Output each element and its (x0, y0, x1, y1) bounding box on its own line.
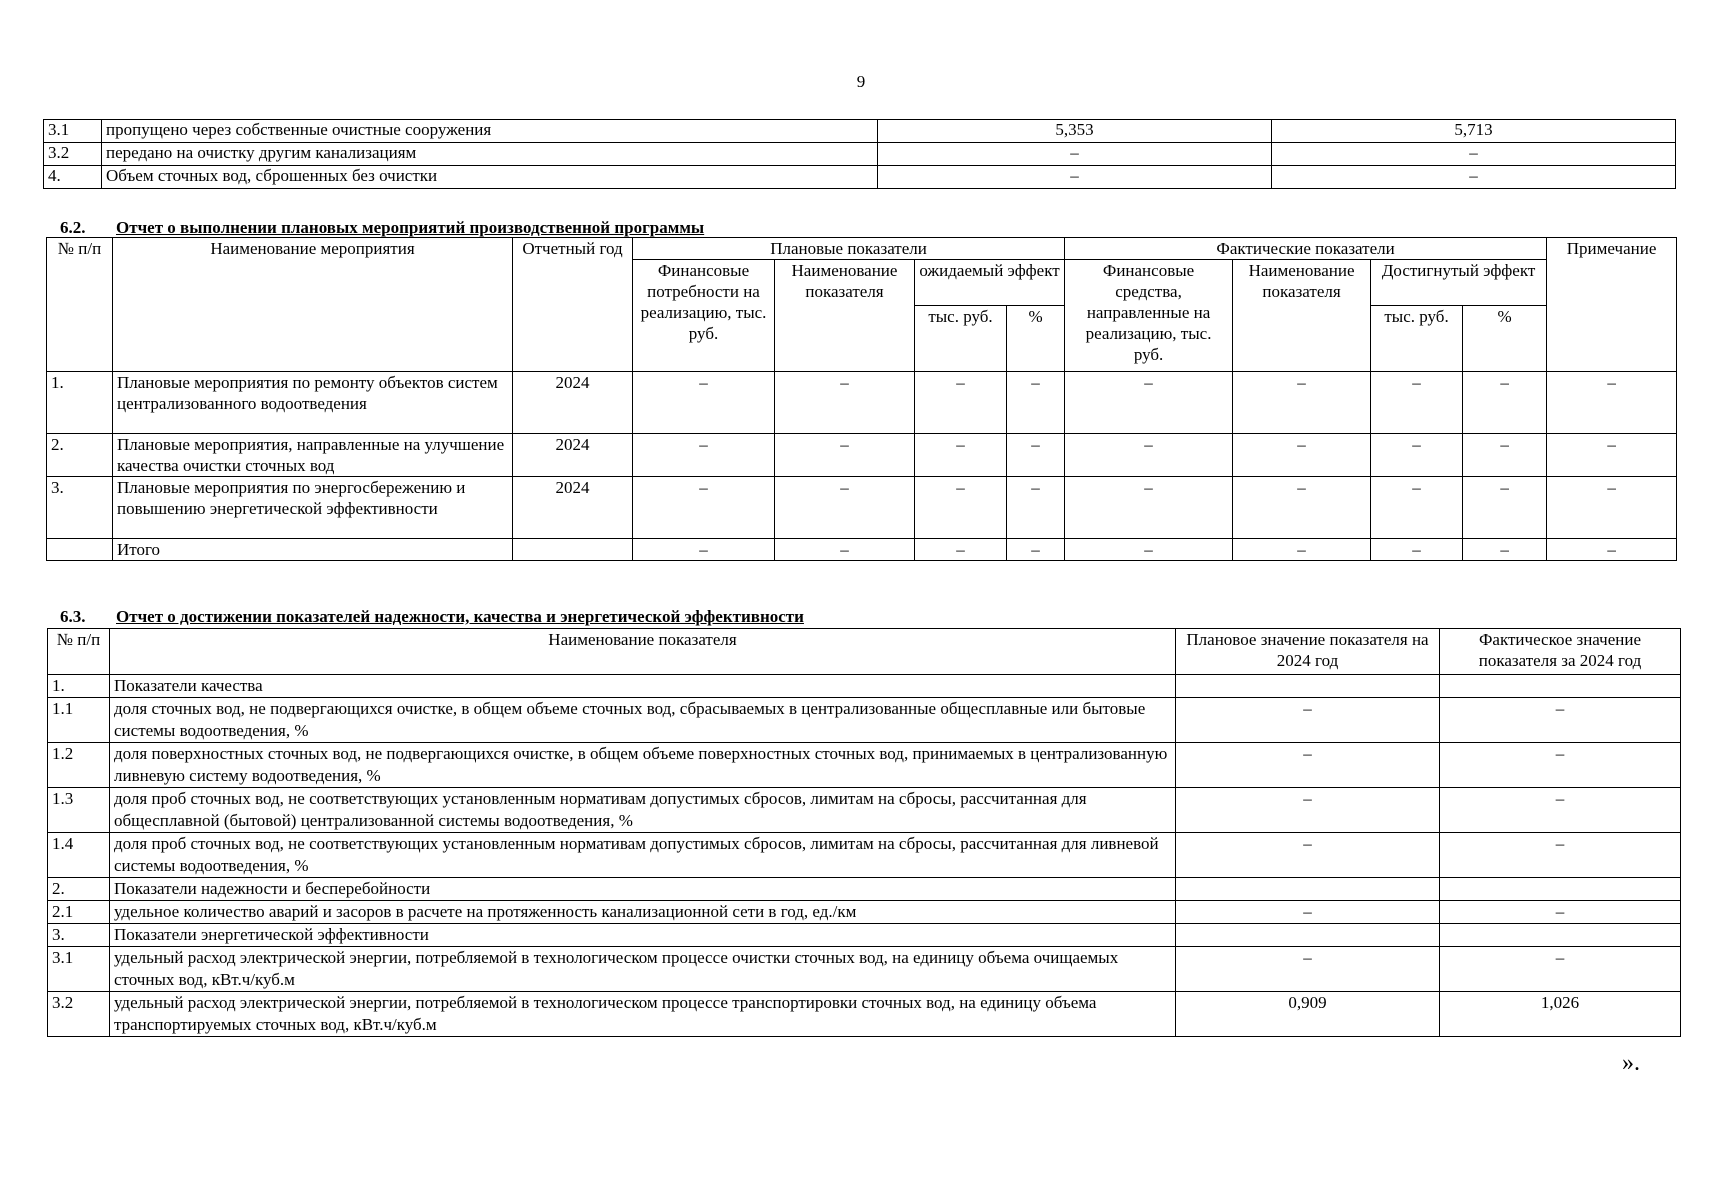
row-number: 1. (48, 675, 110, 698)
row-number: 1.1 (48, 698, 110, 743)
value-cell: – (1065, 539, 1233, 561)
header-fact-pct: % (1463, 306, 1547, 372)
measure-name: Плановые мероприятия по энергосбережению и повышению энергетической эффективности (113, 477, 513, 539)
row-number: 3.2 (48, 992, 110, 1037)
section-62-number: 6.2. (60, 218, 86, 237)
value-cell: – (633, 372, 775, 434)
fact-value: – (1440, 947, 1681, 992)
planned-measures-table (46, 237, 1677, 561)
header-plan-indicator-name: Наименование показателя (775, 260, 915, 372)
header-num: № п/п (47, 238, 113, 372)
plan-value (1176, 924, 1440, 947)
row-value-2024: – (1272, 143, 1676, 166)
table-row (48, 947, 1681, 992)
table-row (48, 924, 1681, 947)
fact-value (1440, 878, 1681, 901)
indicators-rows (48, 675, 1681, 1037)
row-number: 2. (48, 878, 110, 901)
plan-value: – (1176, 698, 1440, 743)
header-fact-indicator-name: Наименование показателя (1233, 260, 1371, 372)
row-number: 2.1 (48, 901, 110, 924)
table-row (48, 833, 1681, 878)
table-row (44, 120, 1676, 143)
plan-value: – (1176, 743, 1440, 788)
wastewater-volume-rows (44, 120, 1676, 189)
value-cell: – (775, 434, 915, 477)
measure-name: Плановые мероприятия, направленные на улучшение качества очистки сточных вод (113, 434, 513, 477)
value-cell: – (1463, 434, 1547, 477)
row-number: 3.1 (44, 120, 102, 143)
header-report-year: Отчетный год (513, 238, 633, 372)
plan-value (1176, 675, 1440, 698)
value-cell: – (1463, 539, 1547, 561)
value-cell: – (1233, 477, 1371, 539)
planned-measures-rows (47, 372, 1677, 561)
value-cell: – (1233, 539, 1371, 561)
fact-value (1440, 675, 1681, 698)
table-row (48, 901, 1681, 924)
fact-value: – (1440, 743, 1681, 788)
table-row (48, 743, 1681, 788)
header-num: № п/п (48, 629, 110, 675)
plan-value (1176, 878, 1440, 901)
row-number: 3. (47, 477, 113, 539)
value-cell: – (1065, 434, 1233, 477)
indicator-name: удельный расход электрической энергии, потребляемой в технологическом процессе транспортировки сточных вод, на единицу объема транспортируемых сточных вод, кВт.ч/куб.м (110, 992, 1176, 1037)
value-cell: – (915, 372, 1007, 434)
indicator-name: удельное количество аварий и засоров в расчете на протяженность канализационной сети в год, ед./км (110, 901, 1176, 924)
row-name: передано на очистку другим канализациям (102, 143, 878, 166)
header-plan-pct: % (1007, 306, 1065, 372)
value-cell: – (1547, 477, 1677, 539)
value-cell: – (1547, 372, 1677, 434)
table-row (48, 878, 1681, 901)
indicator-name: доля проб сточных вод, не соответствующих установленным нормативам допустимых сбросов, лимитам на сбросы, рассчитанная для общесплавной (бытовой) централизованной системы водоотведения, % (110, 788, 1176, 833)
value-cell: – (1547, 539, 1677, 561)
value-cell: – (915, 477, 1007, 539)
indicator-name: удельный расход электрической энергии, потребляемой в технологическом процессе очистки сточных вод, на единицу объема очищаемых сточных вод, кВт.ч/куб.м (110, 947, 1176, 992)
header-indicator-name: Наименование показателя (110, 629, 1176, 675)
header-plan-rub: тыс. руб. (915, 306, 1007, 372)
row-number: 1. (47, 372, 113, 434)
table-row (48, 992, 1681, 1037)
indicators-table (47, 628, 1681, 1037)
indicator-name: доля сточных вод, не подвергающихся очистке, в общем объеме сточных вод, сбрасываемых в централизованные общесплавные или бытовые системы водоотведения, % (110, 698, 1176, 743)
fact-value: 1,026 (1440, 992, 1681, 1037)
value-cell: – (633, 434, 775, 477)
plan-value: – (1176, 833, 1440, 878)
header-planned-indicators: Плановые показатели (633, 238, 1065, 260)
row-number: 1.2 (48, 743, 110, 788)
row-value-2024: 5,713 (1272, 120, 1676, 143)
header-measure-name: Наименование мероприятия (113, 238, 513, 372)
section-62-title: Отчет о выполнении плановых мероприятий производственной программы (116, 218, 705, 237)
row-number: 3. (48, 924, 110, 947)
row-name: пропущено через собственные очистные сооружения (102, 120, 878, 143)
report-year: 2024 (513, 477, 633, 539)
plan-value: 0,909 (1176, 992, 1440, 1037)
table-row (48, 698, 1681, 743)
indicator-name: доля поверхностных сточных вод, не подвергающихся очистке, в общем объеме поверхностных сточных вод, принимаемых в централизованную ливневую систему водоотведения, % (110, 743, 1176, 788)
value-cell: – (633, 539, 775, 561)
value-cell: – (1065, 477, 1233, 539)
value-cell: – (915, 434, 1007, 477)
section-63-heading (60, 607, 804, 627)
indicator-name: Показатели надежности и бесперебойности (110, 878, 1176, 901)
fact-value: – (1440, 698, 1681, 743)
value-cell: – (1007, 434, 1065, 477)
report-year: 2024 (513, 434, 633, 477)
row-number: 3.2 (44, 143, 102, 166)
header-expected-effect: ожидаемый эффект (915, 260, 1065, 306)
value-cell: – (1463, 372, 1547, 434)
header-fact-rub: тыс. руб. (1371, 306, 1463, 372)
value-cell: – (1371, 539, 1463, 561)
row-number: 1.4 (48, 833, 110, 878)
row-value-2023: – (878, 143, 1272, 166)
table-row (44, 166, 1676, 189)
row-number: 4. (44, 166, 102, 189)
plan-value: – (1176, 788, 1440, 833)
value-cell: – (915, 539, 1007, 561)
plan-value: – (1176, 947, 1440, 992)
report-year: 2024 (513, 372, 633, 434)
wastewater-volume-table (43, 119, 1676, 189)
header-fact-financing: Финансовые средства, направленные на реализацию, тыс. руб. (1065, 260, 1233, 372)
row-value-2024: – (1272, 166, 1676, 189)
closing-quote-mark: ». (1622, 1050, 1640, 1076)
value-cell: – (1371, 372, 1463, 434)
page-number: 9 (856, 72, 866, 91)
value-cell: – (1007, 477, 1065, 539)
measure-name: Плановые мероприятия по ремонту объектов систем централизованного водоотведения (113, 372, 513, 434)
row-value-2023: 5,353 (878, 120, 1272, 143)
fact-value: – (1440, 901, 1681, 924)
header-plan-value: Плановое значение показателя на 2024 год (1176, 629, 1440, 675)
value-cell: – (633, 477, 775, 539)
table-row (47, 477, 1677, 539)
value-cell: – (775, 539, 915, 561)
fact-value: – (1440, 833, 1681, 878)
value-cell: – (1463, 477, 1547, 539)
row-value-2023: – (878, 166, 1272, 189)
header-achieved-effect: Достигнутый эффект (1371, 260, 1547, 306)
table-row (48, 788, 1681, 833)
table-row (47, 434, 1677, 477)
row-name: Объем сточных вод, сброшенных без очистки (102, 166, 878, 189)
fact-value (1440, 924, 1681, 947)
plan-value: – (1176, 901, 1440, 924)
report-year (513, 539, 633, 561)
header-actual-indicators: Фактические показатели (1065, 238, 1547, 260)
value-cell: – (775, 372, 915, 434)
value-cell: – (1007, 372, 1065, 434)
value-cell: – (775, 477, 915, 539)
section-63-number: 6.3. (60, 607, 86, 626)
value-cell: – (1547, 434, 1677, 477)
indicator-name: доля проб сточных вод, не соответствующих установленным нормативам допустимых сбросов, лимитам на сбросы, рассчитанная для ливневой системы водоотведения, % (110, 833, 1176, 878)
header-note: Примечание (1547, 238, 1677, 372)
fact-value: – (1440, 788, 1681, 833)
row-number: 1.3 (48, 788, 110, 833)
table-row (47, 539, 1677, 561)
row-number: 3.1 (48, 947, 110, 992)
header-plan-financing: Финансовые потребности на реализацию, тыс. руб. (633, 260, 775, 372)
section-63-title: Отчет о достижении показателей надежности, качества и энергетической эффективности (116, 607, 804, 626)
section-62-heading (60, 218, 704, 238)
value-cell: – (1065, 372, 1233, 434)
value-cell: – (1007, 539, 1065, 561)
value-cell: – (1371, 434, 1463, 477)
indicator-name: Показатели качества (110, 675, 1176, 698)
measure-name: Итого (113, 539, 513, 561)
value-cell: – (1233, 434, 1371, 477)
row-number (47, 539, 113, 561)
value-cell: – (1371, 477, 1463, 539)
indicator-name: Показатели энергетической эффективности (110, 924, 1176, 947)
row-number: 2. (47, 434, 113, 477)
table-row (44, 143, 1676, 166)
header-fact-value: Фактическое значение показателя за 2024 год (1440, 629, 1681, 675)
value-cell: – (1233, 372, 1371, 434)
table-row (48, 675, 1681, 698)
table-row (47, 372, 1677, 434)
